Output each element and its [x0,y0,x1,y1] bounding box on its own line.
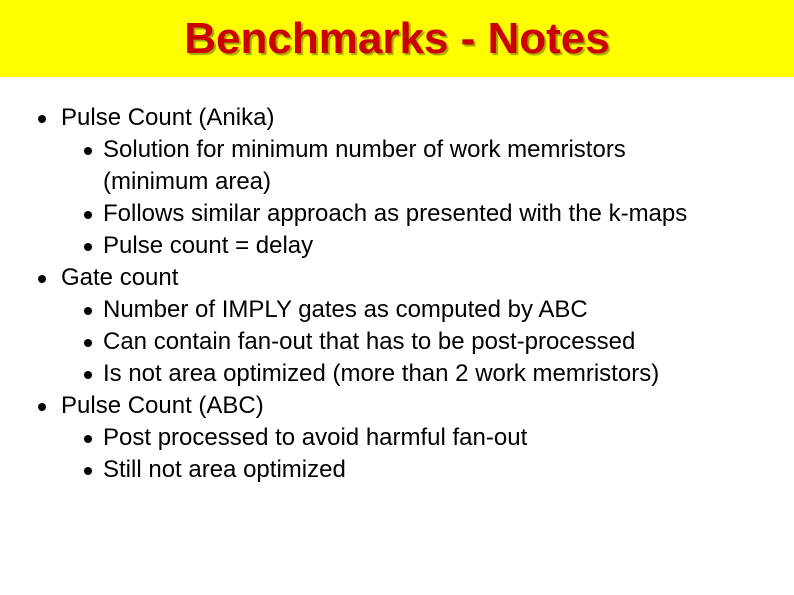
bullet-dot-icon [84,243,92,251]
sub-bullet-item [0,454,723,486]
sub-bullet-item [0,134,723,198]
bullet-text: Pulse Count (ABC) [61,392,264,419]
bullet-item [0,262,721,294]
sub-bullet-text: Still not area optimized [103,456,346,483]
slide-title: Benchmarks - Notes [184,14,610,63]
bullet-item [0,102,721,134]
sub-bullet-text: Post processed to avoid harmful fan-out [103,424,528,451]
sub-bullet-item [0,198,723,230]
bullet-dot-icon [84,339,92,347]
sub-bullet-text: Pulse count = delay [103,232,314,259]
sub-bullet-item [0,358,723,390]
sub-bullet-text: Number of IMPLY gates as computed by ABC [103,296,588,323]
bullet-dot-icon [84,435,92,443]
sub-bullet-item [0,230,723,262]
sub-bullet-text: Is not area optimized (more than 2 work memristors) [103,360,660,387]
bullet-dot-icon [84,307,92,315]
bullet-dot-icon [84,371,92,379]
bullet-dot-icon [84,467,92,475]
bullet-text: Gate count [61,264,179,291]
bullet-dot-icon [38,275,46,283]
sub-bullet-item [0,422,723,454]
bullet-text: Pulse Count (Anika) [61,104,275,131]
sub-bullet-text: Solution for minimum number of work memristors (minimum area) [103,136,626,195]
bullet-dot-icon [84,211,92,219]
sub-bullet-item [0,326,723,358]
sub-bullet-item [0,294,723,326]
sub-bullet-text: Follows similar approach as presented with the k-maps [103,200,688,227]
bullet-dot-icon [84,147,92,155]
sub-bullet-text: Can contain fan-out that has to be post-processed [103,328,636,355]
bullet-dot-icon [38,115,46,123]
bullet-item [0,390,721,422]
bullet-dot-icon [38,403,46,411]
slide-body [0,102,794,486]
